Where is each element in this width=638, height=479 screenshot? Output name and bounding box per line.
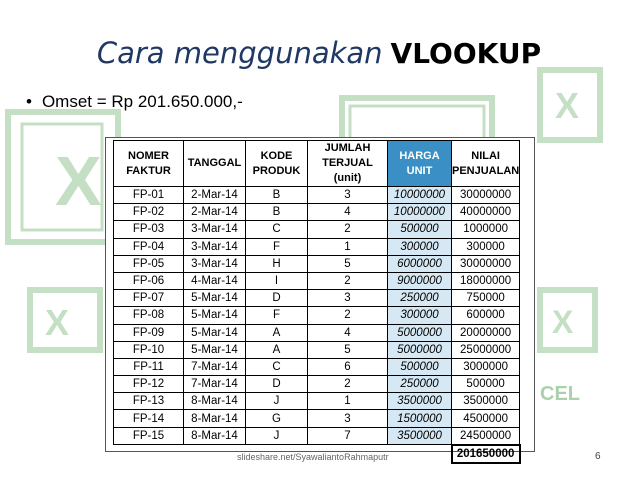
table-cell: 3-Mar-14 [184, 255, 246, 272]
bullet-marker: • [26, 92, 32, 111]
table-cell: 2-Mar-14 [184, 204, 246, 221]
table-cell: 5-Mar-14 [184, 307, 246, 324]
table-cell: B [246, 204, 308, 221]
title-italic: Cara menggunakan [96, 36, 383, 70]
table-cell: H [246, 255, 308, 272]
table-cell: 500000 [452, 376, 520, 393]
table-cell: 8-Mar-14 [184, 393, 246, 410]
table-cell: G [246, 410, 308, 427]
table-row [114, 238, 520, 255]
table-cell: 1500000 [388, 410, 452, 427]
table-row [114, 410, 520, 427]
table-cell: 2-Mar-14 [184, 187, 246, 204]
table-row [114, 427, 520, 445]
table-cell: A [246, 341, 308, 358]
table-cell: 300000 [388, 238, 452, 255]
table-row [114, 307, 520, 324]
table-cell: 3 [308, 410, 388, 427]
table-cell: 7-Mar-14 [184, 358, 246, 375]
table-cell: FP-04 [114, 238, 184, 255]
table-cell: 9000000 [388, 272, 452, 289]
table-cell: 4 [308, 204, 388, 221]
table-cell: 1 [308, 238, 388, 255]
table-cell: F [246, 307, 308, 324]
table-row [114, 290, 520, 307]
table-cell: FP-07 [114, 290, 184, 307]
table-cell: 7-Mar-14 [184, 376, 246, 393]
table-cell: 10000000 [388, 204, 452, 221]
table-cell: F [246, 238, 308, 255]
header-nilai-penjualan: NILAI PENJUALAN [452, 141, 520, 187]
header-nomer-faktur: NOMER FAKTUR [114, 141, 184, 187]
bullet-omset [26, 92, 243, 112]
source-credit: slideshare.net/SyawaliantoRahmaputr [237, 452, 389, 462]
table-row [114, 358, 520, 375]
header-tanggal: TANGGAL [184, 141, 246, 187]
table-cell: FP-03 [114, 221, 184, 238]
table-header-row [114, 141, 520, 187]
table-cell: 18000000 [452, 272, 520, 289]
svg-text:X: X [55, 142, 102, 220]
table-cell: FP-08 [114, 307, 184, 324]
table-cell: 3500000 [452, 393, 520, 410]
table-cell: D [246, 290, 308, 307]
table-cell: 1000000 [452, 221, 520, 238]
table-cell: 20000000 [452, 324, 520, 341]
table-cell: 500000 [388, 221, 452, 238]
table-row [114, 255, 520, 272]
table-cell: FP-10 [114, 341, 184, 358]
table-cell: FP-09 [114, 324, 184, 341]
table-cell: FP-11 [114, 358, 184, 375]
table-cell: 600000 [452, 307, 520, 324]
table-cell: 5000000 [388, 341, 452, 358]
table-cell: C [246, 358, 308, 375]
table-row [114, 376, 520, 393]
table-cell: FP-06 [114, 272, 184, 289]
table-cell: C [246, 221, 308, 238]
table-cell: 30000000 [452, 255, 520, 272]
slide-title [0, 36, 638, 70]
table-cell: 25000000 [452, 341, 520, 358]
svg-text:X: X [45, 302, 70, 343]
table-cell: 2 [308, 376, 388, 393]
total-value: 201650000 [452, 445, 520, 463]
table-cell: FP-13 [114, 393, 184, 410]
watermark-text: CEL [540, 383, 580, 405]
table-cell: FP-12 [114, 376, 184, 393]
table-cell: 4 [308, 324, 388, 341]
table-cell: 300000 [388, 307, 452, 324]
table-cell: FP-02 [114, 204, 184, 221]
table-cell: 1 [308, 393, 388, 410]
table-cell: FP-14 [114, 410, 184, 427]
table-cell: 5-Mar-14 [184, 290, 246, 307]
table-cell: 6000000 [388, 255, 452, 272]
table-row [114, 324, 520, 341]
table-cell: 6 [308, 358, 388, 375]
page-number: 6 [595, 451, 601, 462]
table-cell: 30000000 [452, 187, 520, 204]
table-cell: 4-Mar-14 [184, 272, 246, 289]
header-jumlah-terjual: JUMLAH TERJUAL (unit) [308, 141, 388, 187]
table-cell: 24500000 [452, 427, 520, 445]
table-cell: FP-01 [114, 187, 184, 204]
table-cell: 5 [308, 255, 388, 272]
header-kode-produk: KODE PRODUK [246, 141, 308, 187]
table-cell: J [246, 427, 308, 445]
svg-text:X: X [552, 304, 574, 340]
table-cell: 3-Mar-14 [184, 221, 246, 238]
table-cell: J [246, 393, 308, 410]
table-cell: D [246, 376, 308, 393]
table-cell: 3 [308, 187, 388, 204]
table-cell: 3000000 [452, 358, 520, 375]
table-cell: A [246, 324, 308, 341]
bullet-text: Omset = Rp 201.650.000,- [41, 92, 243, 111]
table-cell: 2 [308, 221, 388, 238]
table-cell: FP-05 [114, 255, 184, 272]
title-bold: VLOOKUP [390, 37, 542, 70]
table-cell: 250000 [388, 290, 452, 307]
table-cell: 5 [308, 341, 388, 358]
table-cell: 4500000 [452, 410, 520, 427]
table-row [114, 341, 520, 358]
table-cell: I [246, 272, 308, 289]
table-cell: 300000 [452, 238, 520, 255]
table-cell: 5000000 [388, 324, 452, 341]
table-cell: 8-Mar-14 [184, 427, 246, 445]
header-harga-unit: HARGA UNIT [388, 141, 452, 187]
table-cell: 2 [308, 272, 388, 289]
table-cell: 3500000 [388, 427, 452, 445]
table-cell: 750000 [452, 290, 520, 307]
table-row [114, 272, 520, 289]
table-cell: 250000 [388, 376, 452, 393]
table-row [114, 204, 520, 221]
table-cell: 3 [308, 290, 388, 307]
table-cell: 10000000 [388, 187, 452, 204]
table-cell: FP-15 [114, 427, 184, 445]
table-cell: 7 [308, 427, 388, 445]
table-cell: 5-Mar-14 [184, 324, 246, 341]
table-cell: 3500000 [388, 393, 452, 410]
table-row [114, 187, 520, 204]
table-cell: 2 [308, 307, 388, 324]
sales-table [113, 140, 521, 464]
table-cell: 5-Mar-14 [184, 341, 246, 358]
table-row [114, 393, 520, 410]
table-cell: 40000000 [452, 204, 520, 221]
svg-text:X: X [555, 85, 580, 126]
table-cell: B [246, 187, 308, 204]
table-cell: 3-Mar-14 [184, 238, 246, 255]
table-row [114, 221, 520, 238]
table-cell: 500000 [388, 358, 452, 375]
table-cell: 8-Mar-14 [184, 410, 246, 427]
